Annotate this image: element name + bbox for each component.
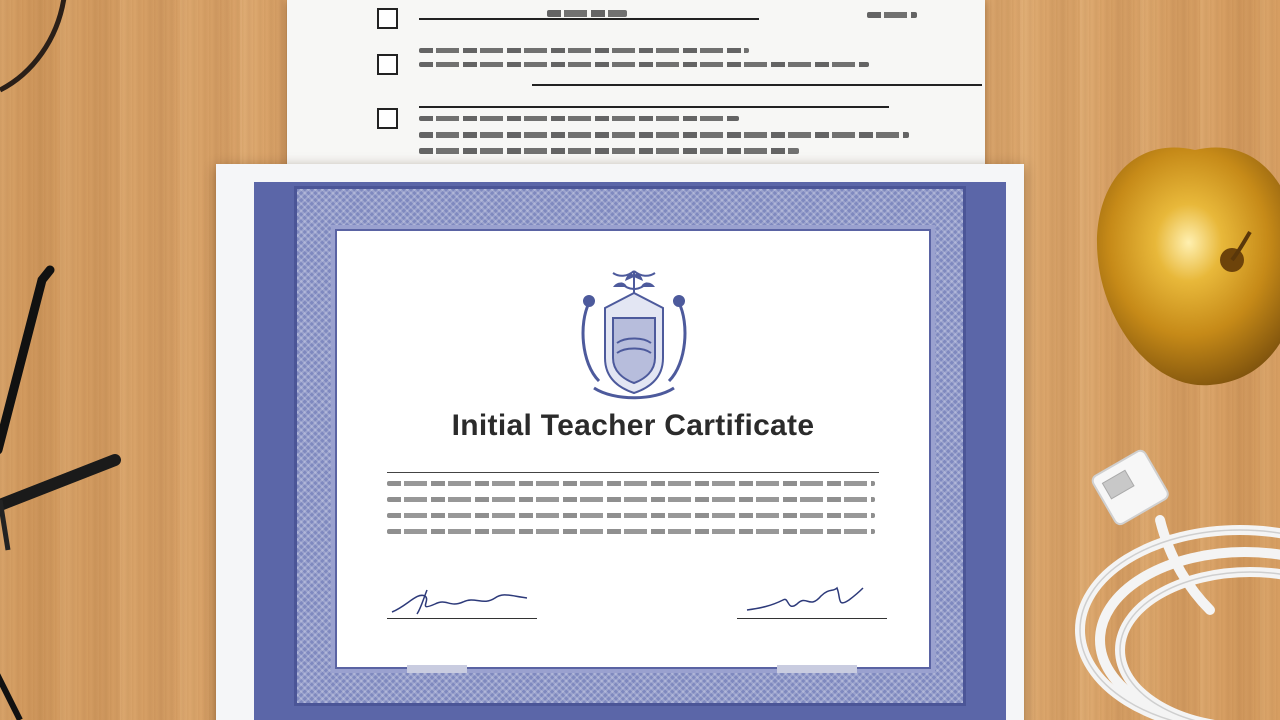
signature-block-right: [737, 586, 887, 622]
eyeglasses-lens-icon: [0, 0, 80, 100]
checkbox[interactable]: [377, 8, 398, 29]
eyeglasses-icon: [0, 250, 140, 720]
checklist-item: [377, 106, 915, 166]
usb-cable-icon: [1060, 440, 1280, 720]
certificate-text: [387, 477, 879, 541]
frame-tab: [407, 665, 467, 673]
golden-apple-icon: [1090, 140, 1280, 390]
checkbox[interactable]: [377, 54, 398, 75]
checkbox[interactable]: [377, 108, 398, 129]
checklist-paper: [287, 0, 985, 175]
certificate-title: Initial Teacher Cartificate: [451, 409, 815, 442]
state-seal-icon: [569, 263, 699, 408]
certificate-border: [254, 182, 1006, 720]
signature-icon: [387, 586, 537, 616]
divider: [387, 472, 879, 473]
certificate-pattern-frame: [294, 186, 966, 706]
checklist-item: [377, 52, 915, 92]
certificate-body: [335, 229, 931, 669]
signature-block-left: [387, 586, 537, 622]
certificate-paper: [216, 164, 1024, 720]
frame-tab: [777, 665, 857, 673]
checklist-item: [377, 8, 915, 32]
signature-icon: [737, 586, 887, 616]
